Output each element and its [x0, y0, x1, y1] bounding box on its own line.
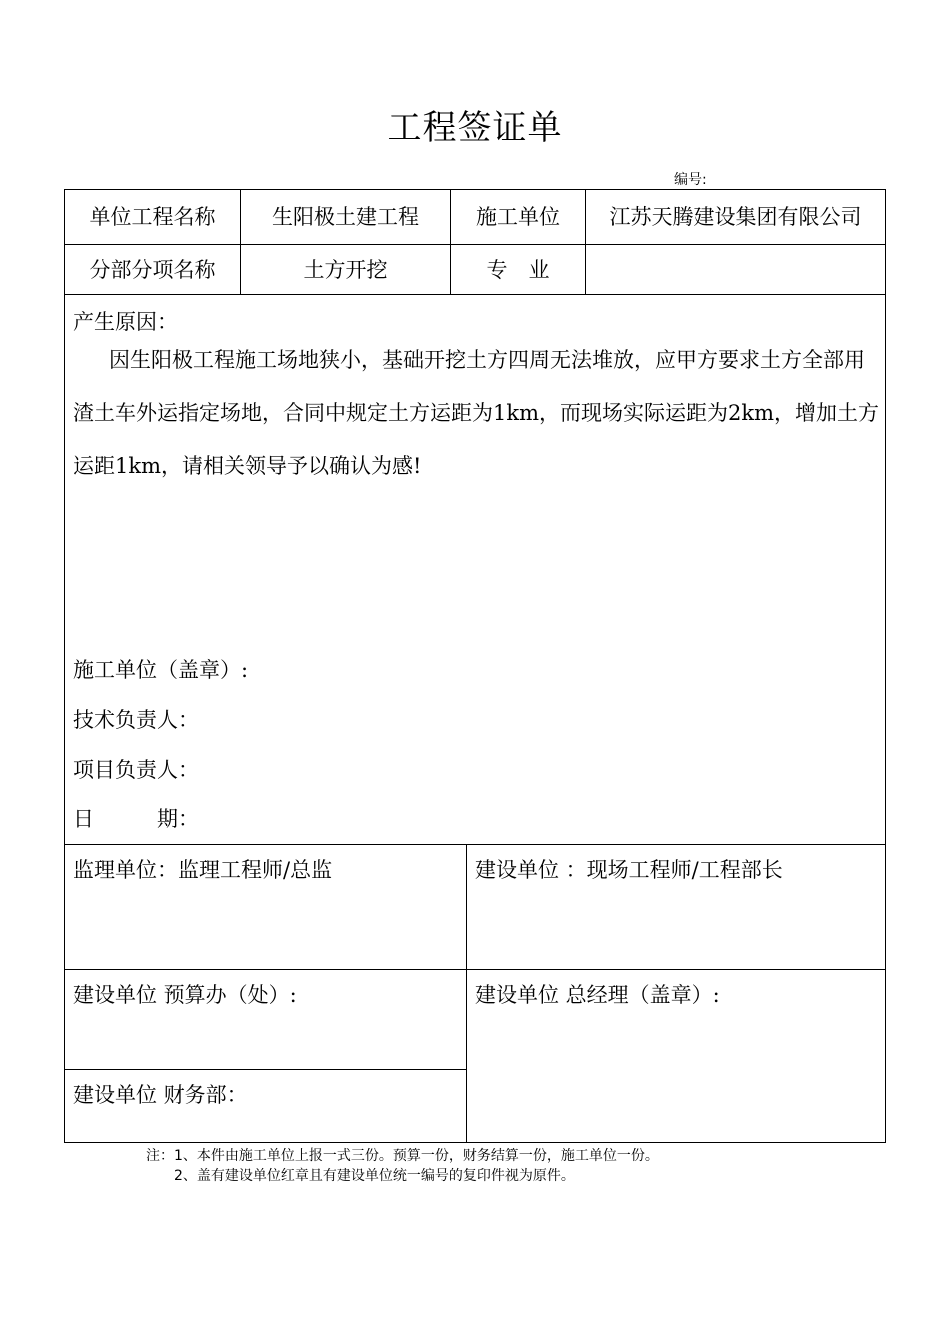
document-title: 工程签证单: [387, 108, 563, 148]
contractor-label: 施工单位: [476, 205, 560, 229]
owner-finance-approval: 建设单位 财务部：: [73, 1083, 248, 1107]
serial-number-label: 编号:: [674, 172, 707, 188]
specialty-label: 专 业: [486, 258, 550, 282]
footnote-1: 注：1、本件由施工单位上报一式三份。预算一份，财务结算一份，施工单位一份。: [146, 1148, 659, 1164]
row-divider: [65, 294, 885, 295]
unit-project-name-label: 单位工程名称: [89, 205, 216, 229]
contractor-seal-line: 施工单位（盖章）:: [73, 658, 249, 682]
col-divider: [466, 844, 467, 1142]
footnote-2: 2、盖有建设单位红章且有建设单位统一编号的复印件视为原件。: [174, 1168, 575, 1184]
row-divider: [65, 244, 885, 245]
subdivision-name-value: 土方开挖: [303, 258, 388, 282]
reason-label: 产生原因：: [73, 310, 178, 334]
row-divider: [65, 969, 885, 970]
date-line: 日 期：: [73, 807, 199, 831]
row-divider: [65, 844, 885, 845]
owner-site-approval: 建设单位 ：现场工程师/工程部长: [475, 858, 783, 882]
subdivision-name-label: 分部分项名称: [89, 258, 216, 282]
unit-project-name-value: 生阳极土建工程: [272, 205, 419, 229]
owner-budget-approval: 建设单位 预算办（处）:: [73, 983, 297, 1007]
project-lead-line: 项目负责人：: [73, 758, 199, 782]
tech-lead-line: 技术负责人：: [73, 708, 199, 732]
reason-text: 因生阳极工程施工场地狭小，基础开挖土方四周无法堆放，应甲方要求土方全部用渣土车外运指定场地，合同中规定土方运距为1km，而现场实际运距为2km，增加土方运距1km，请相关领导予以确认为感!: [73, 348, 879, 478]
visa-form-table: [64, 189, 886, 1143]
owner-gm-approval: 建设单位 总经理（盖章）:: [475, 983, 720, 1007]
supervisor-approval: 监理单位：监理工程师/总监: [73, 858, 333, 882]
row-divider: [65, 1069, 466, 1070]
contractor-value: 江苏天腾建设集团有限公司: [609, 205, 862, 229]
